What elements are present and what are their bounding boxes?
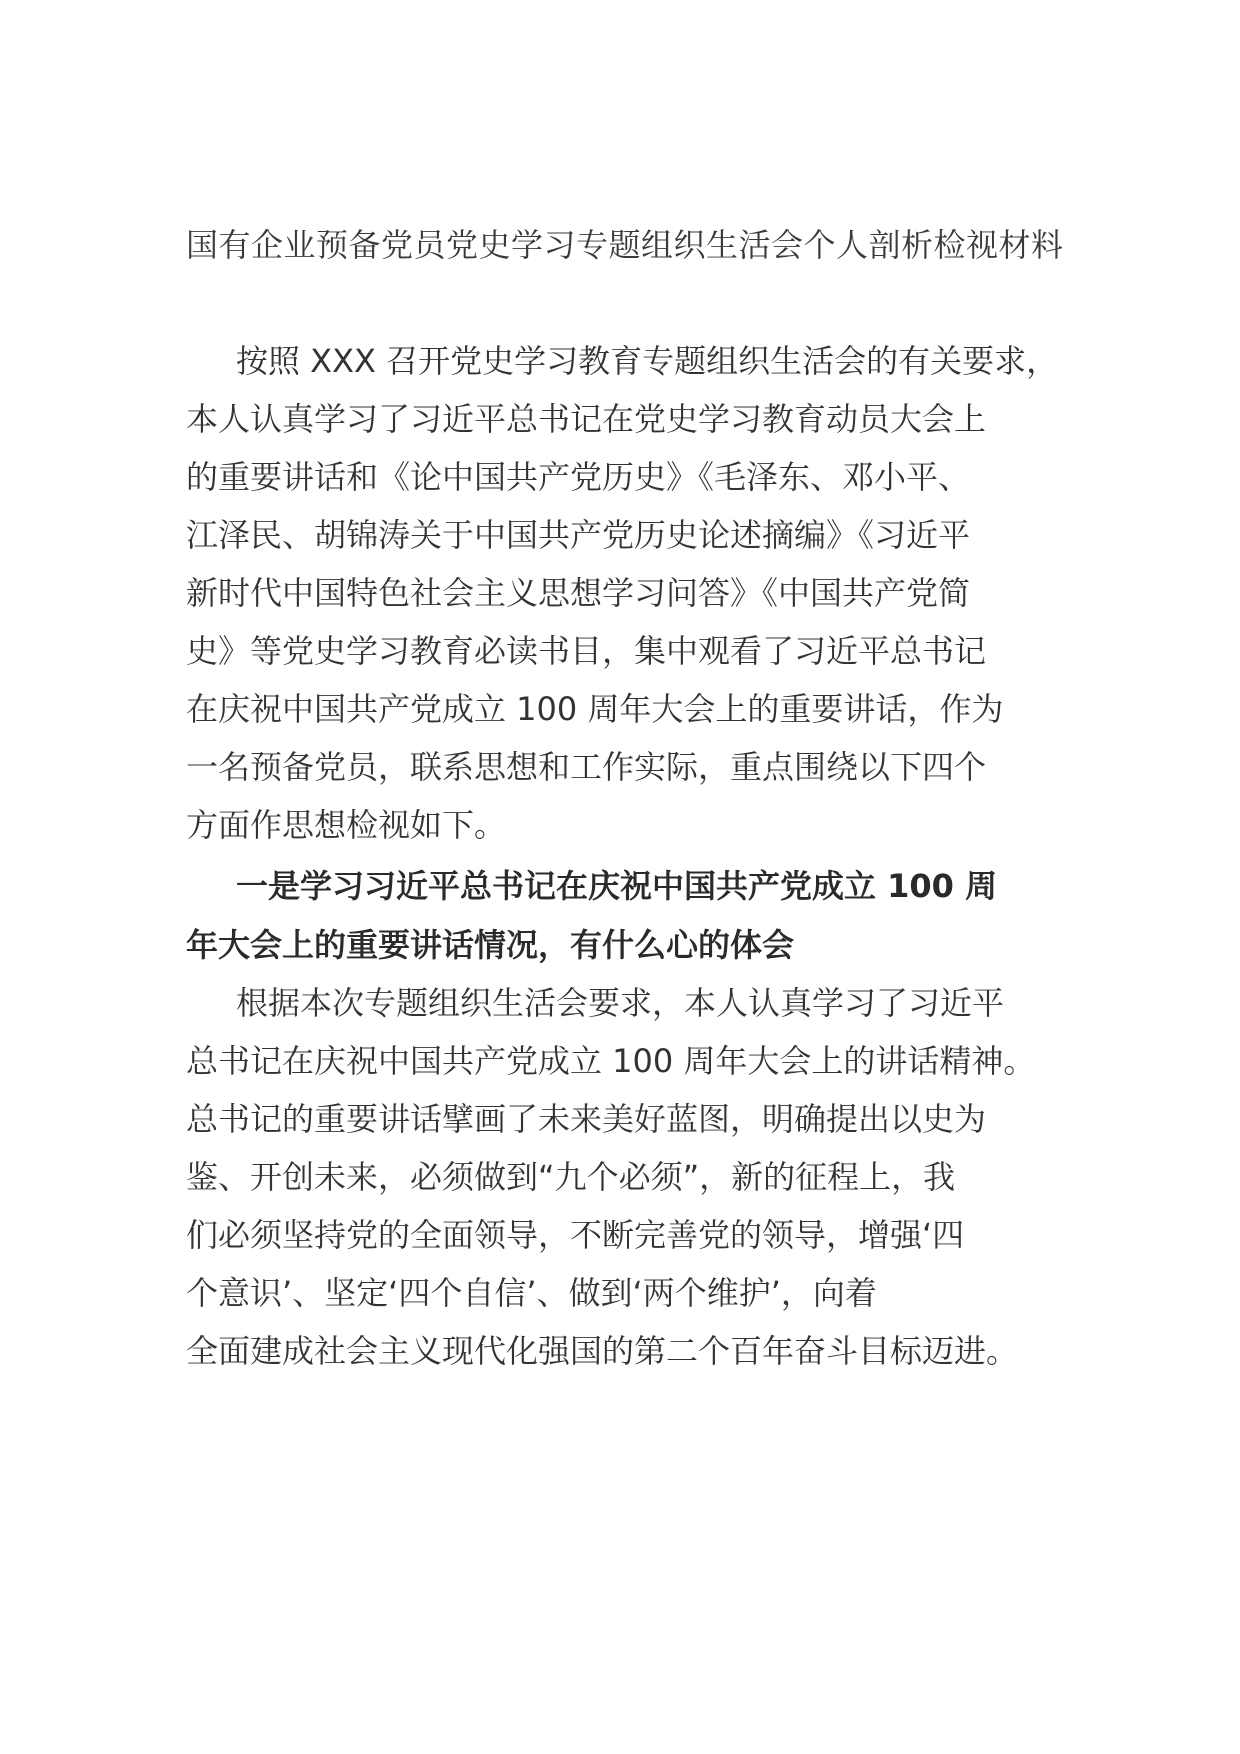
section-line-1: 根据本次专题组织生活会要求，本人认真学习了习近平 bbox=[236, 984, 1005, 1022]
intro-line-1: 按照 XXX 召开党史学习教育专题组织生活会的有关要求， bbox=[236, 342, 1059, 380]
intro-line-6: 史》等党史学习教育必读书目，集中观看了习近平总书记 bbox=[186, 632, 987, 670]
section-line-2: 总书记在庆祝中国共产党成立 100 周年大会上的讲话精神。 bbox=[186, 1042, 1036, 1080]
section-heading-line-1: 一是学习习近平总书记在庆祝中国共产党成立 100 周 bbox=[236, 867, 998, 905]
section-heading-line-2: 年大会上的重要讲话情况，有什么心的体会 bbox=[186, 926, 795, 964]
intro-line-3: 的重要讲话和《论中国共产党历史》《毛泽东、邓小平、 bbox=[186, 458, 971, 496]
intro-line-8: 一名预备党员，联系思想和工作实际，重点围绕以下四个 bbox=[186, 748, 987, 786]
intro-line-7: 在庆祝中国共产党成立 100 周年大会上的重要讲话，作为 bbox=[186, 690, 1004, 728]
document-title: 国有企业预备党员党史学习专题组织生活会个人剖析检视材料 bbox=[186, 226, 1064, 264]
section-line-5: 们必须坚持党的全面领导，不断完善党的领导，增强‘四 bbox=[186, 1216, 965, 1254]
intro-line-5: 新时代中国特色社会主义思想学习问答》《中国共产党简 bbox=[186, 574, 971, 612]
section-line-6: 个意识’、坚定‘四个自信’、做到‘两个维护’，向着 bbox=[186, 1274, 877, 1312]
intro-line-4: 江泽民、胡锦涛关于中国共产党历史论述摘编》《习近平 bbox=[186, 516, 971, 554]
section-line-7: 全面建成社会主义现代化强国的第二个百年奋斗目标迈进。 bbox=[186, 1332, 1019, 1370]
intro-line-2: 本人认真学习了习近平总书记在党史学习教育动员大会上 bbox=[186, 400, 987, 438]
section-line-4: 鉴、开创未来，必须做到“九个必须”，新的征程上，我 bbox=[186, 1158, 956, 1196]
intro-line-9: 方面作思想检视如下。 bbox=[186, 806, 507, 844]
section-line-3: 总书记的重要讲话擘画了未来美好蓝图，明确提出以史为 bbox=[186, 1100, 987, 1138]
